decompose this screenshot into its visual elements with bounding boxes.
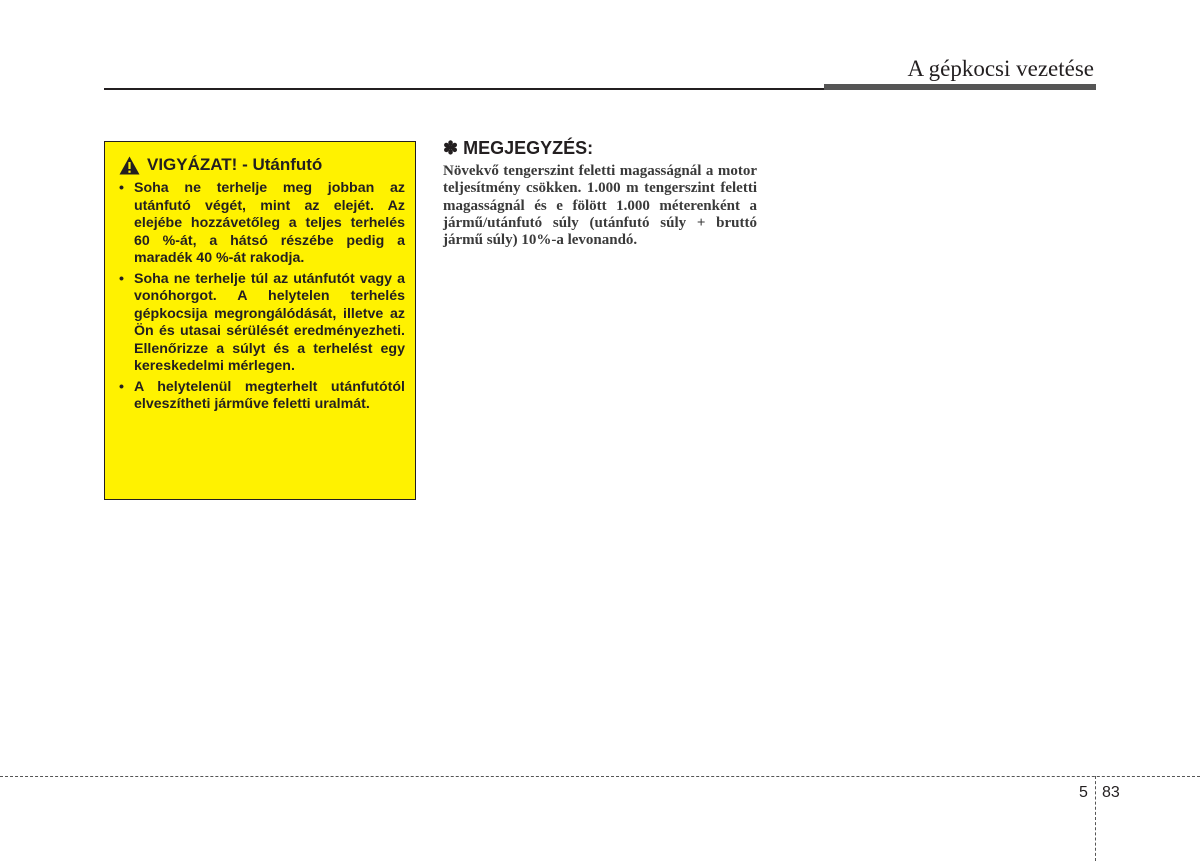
chapter-number: 5 bbox=[1079, 784, 1088, 801]
warning-triangle-icon bbox=[119, 156, 140, 175]
page-number: 83 bbox=[1102, 784, 1120, 801]
warning-item: • Soha ne terhelje meg jobban az utánfutó végét, mint az elejét. Az elejébe hozzávetőleg a teljes terhelés 60 %-át, a hátsó részébe pedig a maradék 40 %-át rakodja. bbox=[119, 180, 405, 268]
footer-rule bbox=[0, 776, 1200, 777]
header-rule bbox=[104, 88, 824, 90]
warning-heading bbox=[119, 155, 405, 175]
note-heading: ✽ MEGJEGYZÉS: bbox=[443, 138, 594, 158]
warning-heading-text: VIGYÁZAT! - Utánfutó bbox=[147, 155, 323, 174]
warning-list bbox=[119, 180, 405, 414]
warning-item: • Soha ne terhelje túl az utánfutót vagy a vonóhorgot. A helytelen terhelés gépkocsija megrongálódását, illetve az Ön és utasai sérülését eredményezheti. Ellenőrizze a súlyt és a terhelést egy kereskedelmi mérlegen. bbox=[119, 271, 405, 376]
header-rule-accent bbox=[824, 84, 1096, 90]
warning-item: • A helytelenül megterhelt utánfutótól elveszítheti járműve feletti uralmát. bbox=[119, 379, 405, 414]
note-section bbox=[443, 138, 757, 249]
footer-divider bbox=[1095, 776, 1096, 861]
note-body: Növekvő tengerszint feletti magasságnál a motor teljesítmény csökken. 1.000 m tengerszint feletti magasságnál és e fölött 1.000 méterenként a jármű/utánfutó súly (utánfutó súly + bruttó jármű súly) 10%-a levonandó. bbox=[443, 163, 757, 249]
page-header-title: A gépkocsi vezetése bbox=[907, 56, 1094, 81]
warning-box bbox=[104, 141, 416, 500]
